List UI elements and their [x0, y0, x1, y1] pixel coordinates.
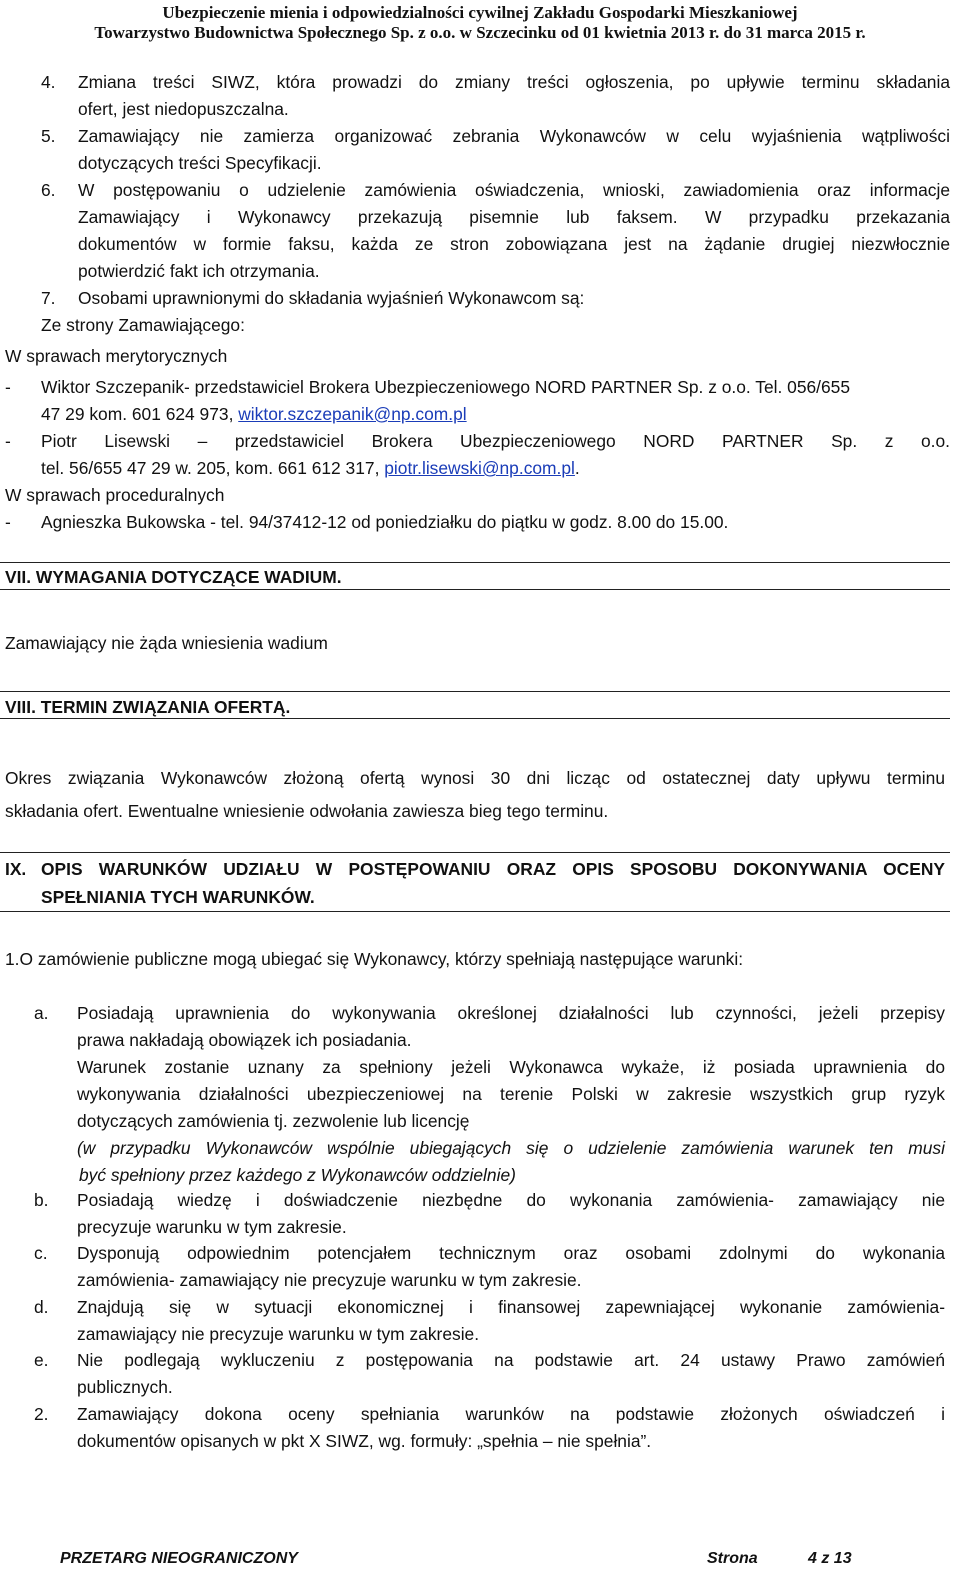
proc-heading [5, 482, 905, 509]
cond-e-text [77, 1347, 945, 1401]
contact-2-email-link[interactable]: piotr.lisewski@np.com.pl [384, 458, 575, 478]
point-2-label: 2. [34, 1404, 49, 1424]
cond-a-line-1: Posiadają uprawnienia do wykonywania określonej działalności lub czynności, jeżeli przepisy [77, 1003, 945, 1023]
item-6-line-3: dokumentów w formie faksu, każda ze stron zobowiązana jest na żądanie drugiej niezwłocznie [78, 234, 950, 254]
item-7-line-1: Osobami uprawnionymi do składania wyjaśnień Wykonawcom są: [78, 288, 585, 308]
contact-2-dash: - [5, 431, 11, 451]
cond-c-text [77, 1240, 945, 1294]
footer-page-label: Strona [707, 1550, 758, 1567]
cond-e-line-2: publicznych. [77, 1377, 173, 1397]
merit-heading-text: W sprawach merytorycznych [5, 346, 228, 366]
section-8-text [5, 762, 945, 828]
section-7-title: VII. WYMAGANIA DOTYCZĄCE WADIUM. [5, 567, 342, 587]
footer-page-number: 4 z 13 [808, 1550, 852, 1567]
contact-1 [41, 374, 950, 428]
section-8-line-1: Okres związania Wykonawców złożoną ofertą wynosi 30 dni licząc od ostatecznej daty upływu terminu [5, 768, 945, 788]
item-6-text [78, 177, 950, 285]
cond-b-label: b. [34, 1190, 49, 1210]
item-4-number: 4. [41, 72, 56, 92]
section-9-heading [0, 853, 950, 912]
contact-1-line-1: Wiktor Szczepanik- przedstawiciel Brokera Ubezpieczeniowego NORD PARTNER Sp. z o.o. Tel. 056/655 [41, 377, 851, 397]
contact-3-line-1: Agnieszka Bukowska - tel. 94/37412-12 od poniedziałku do piątku w godz. 8.00 do 15.00. [41, 512, 729, 532]
point-2-line-1: Zamawiający dokona oceny spełniania warunków na podstawie złożonych oświadczeń i [77, 1404, 945, 1424]
section-9-intro [5, 946, 945, 973]
cond-d-label: d. [34, 1297, 49, 1317]
item-5-number: 5. [41, 126, 56, 146]
contact-2-phone: tel. 56/655 47 29 w. 205, kom. 661 612 317, [41, 458, 385, 478]
contact-2-line-1: Piotr Lisewski – przedstawiciel Brokera Ubezpieczeniowego NORD PARTNER Sp. z o.o. [41, 431, 950, 451]
header-line-1: Ubezpieczenie mienia i odpowiedzialności cywilnej Zakładu Gospodarki Mieszkaniowej [162, 3, 798, 22]
section-7-heading [0, 563, 950, 590]
proc-heading-text: W sprawach proceduralnych [5, 485, 225, 505]
section-8-line-2: składania ofert. Ewentualne wniesienie odwołania zawiesza bieg tego terminu. [5, 801, 609, 821]
item-7-number: 7. [41, 288, 56, 308]
item-6-line-4: potwierdzić fakt ich otrzymania. [78, 261, 320, 281]
cond-e-line-1: Nie podlegają wykluczeniu z postępowania na podstawie art. 24 ustawy Prawo zamówień [77, 1350, 945, 1370]
cond-c-line-1: Dysponują odpowiednim potencjałem technicznym oraz osobami zdolnymi do wykonania [77, 1243, 945, 1263]
contact-3-dash: - [5, 512, 11, 532]
item-6-line-1: W postępowaniu o udzielenie zamówienia oświadczenia, wnioski, zawiadomienia oraz informacje [78, 180, 950, 200]
item-7-line-2: Ze strony Zamawiającego: [41, 315, 245, 335]
cond-d-line-2: zamawiający nie precyzuje warunku w tym zakresie. [77, 1324, 480, 1344]
item-5-line-1: Zamawiający nie zamierza organizować zebrania Wykonawców w celu wyjaśnienia wątpliwości [78, 126, 950, 146]
contact-1-line-2 [41, 401, 950, 428]
item-6-line-2: Zamawiający i Wykonawcy przekazują pisemnie lub faksem. W przypadku przekazania [78, 207, 950, 227]
item-4-line-1: Zmiana treści SIWZ, która prowadzi do zmiany treści ogłoszenia, po upływie terminu składania [78, 72, 950, 92]
cond-e-label: e. [34, 1350, 49, 1370]
contact-3 [41, 509, 950, 536]
cond-d-text [77, 1294, 945, 1348]
item-4-text [78, 69, 950, 123]
cond-c-line-2: zamówienia- zamawiający nie precyzuje warunku w tym zakresie. [77, 1270, 582, 1290]
item-7-text [78, 285, 950, 312]
header-line-2: Towarzystwo Budownictwa Społecznego Sp. z o.o. w Szczecinku od 01 kwietnia 2013 r. do 31 marca 2015 r. [94, 23, 866, 42]
cond-d-line-1: Znajdują się w sytuacji ekonomicznej i finansowej zapewniającej wykonanie zamówienia- [77, 1297, 945, 1317]
cond-b-line-1: Posiadają wiedzę i doświadczenie niezbędne do wykonania zamówienia- zamawiający nie [77, 1190, 945, 1210]
point-2-text [77, 1401, 945, 1455]
section-9-title-line-1: OPIS WARUNKÓW UDZIAŁU W POSTĘPOWANIU ORAZ OPIS SPOSOBU DOKONYWANIA OCENY [41, 859, 945, 879]
section-8-heading [0, 692, 950, 719]
item-5-line-2: dotyczących treści Specyfikacji. [78, 153, 322, 173]
section-8-top-rule [0, 691, 950, 692]
cond-a-line-6: (w przypadku Wykonawców wspólnie ubiegających się o udzielenie zamówienia warunek ten musi [77, 1138, 945, 1158]
section-8-title: VIII. TERMIN ZWIĄZANIA OFERTĄ. [5, 697, 291, 717]
section-7-top-rule [0, 562, 950, 563]
cond-b-line-2: precyzuje warunku w tym zakresie. [77, 1217, 347, 1237]
cond-a-text [77, 1000, 945, 1189]
footer-tender-type: PRZETARG NIEOGRANICZONY [60, 1550, 298, 1567]
point-2-line-2: dokumentów opisanych w pkt X SIWZ, wg. formuły: „spełnia – nie spełnia”. [77, 1431, 652, 1451]
item-7-sub [41, 312, 941, 339]
cond-a-line-7: być spełniony przez każdego z Wykonawców oddzielnie) [79, 1165, 516, 1185]
section-9-title-line-2: SPEŁNIANIA TYCH WARUNKÓW. [41, 887, 315, 907]
cond-a-label: a. [34, 1003, 49, 1023]
merit-heading [5, 343, 905, 370]
contact-2 [41, 428, 950, 482]
section-9-number: IX. [5, 859, 27, 879]
item-4-line-2: ofert, jest niedopuszczalna. [78, 99, 289, 119]
contact-1-email-link[interactable]: wiktor.szczepanik@np.com.pl [238, 404, 467, 424]
cond-a-line-5: dotyczących zamówienia tj. zezwolenie lub licencję [77, 1111, 470, 1131]
cond-a-line-2: prawa nakładają obowiązek ich posiadania. [77, 1030, 412, 1050]
item-5-text [78, 123, 950, 177]
section-7-text [5, 630, 945, 657]
section-9-intro-line: 1.O zamówienie publiczne mogą ubiegać się Wykonawcy, którzy spełniają następujące warunki: [5, 949, 744, 969]
contact-2-line-2 [41, 455, 950, 482]
cond-a-line-3: Warunek zostanie uznany za spełniony jeżeli Wykonawca wykaże, iż posiada uprawnienia do [77, 1057, 945, 1077]
contact-1-phone: 47 29 kom. 601 624 973, [41, 404, 239, 424]
section-7-text-line: Zamawiający nie żąda wniesienia wadium [5, 633, 328, 653]
contact-2-end: . [574, 458, 580, 478]
item-6-number: 6. [41, 180, 56, 200]
cond-b-text [77, 1187, 945, 1241]
cond-a-line-4: wykonywania działalności ubezpieczeniowej na terenie Polski w zakresie wszystkich grup ryzyk [77, 1084, 945, 1104]
contact-1-dash: - [5, 377, 11, 397]
cond-c-label: c. [34, 1243, 48, 1263]
